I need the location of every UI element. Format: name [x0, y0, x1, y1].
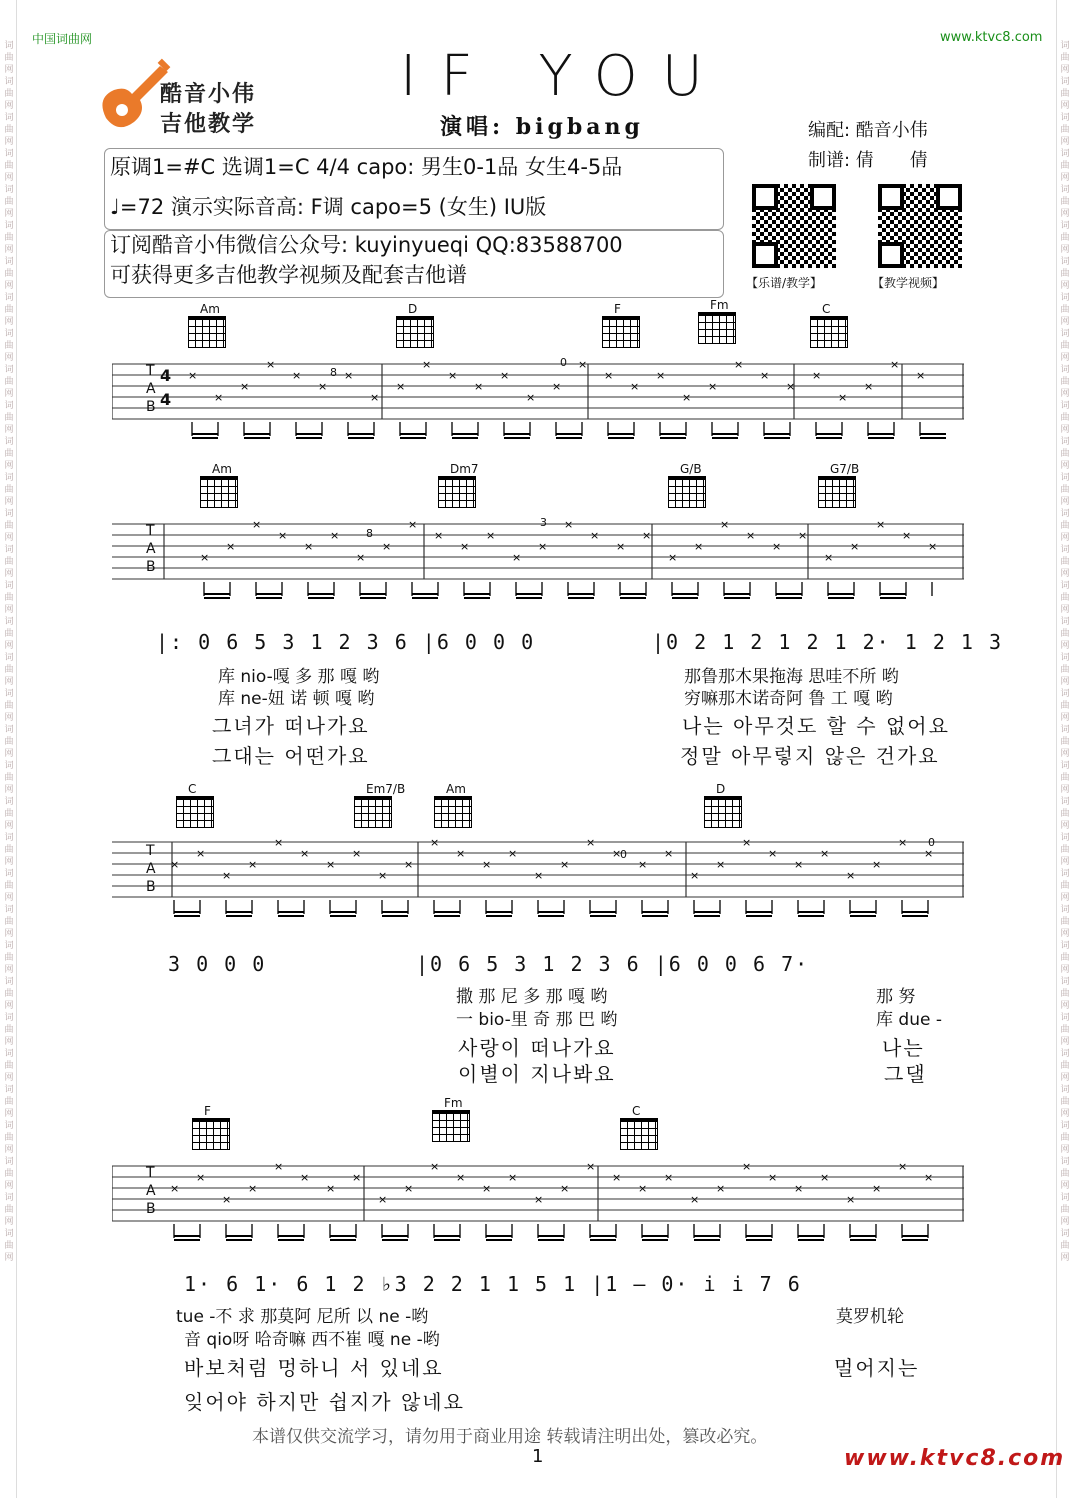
pick-mark: × — [404, 858, 414, 871]
side-watermark-right: 词曲网词曲网词曲网词曲网词曲网词曲网词曲网词曲网词曲网词曲网词曲网词曲网词曲网词曲网词曲网词曲网词曲网词曲网词曲网词曲网词曲网词曲网词曲网词曲网词曲网词曲网词曲网词曲网词曲网词曲网词曲网词曲网词曲网词曲网 — [1060, 41, 1070, 1263]
qr-corner — [752, 242, 778, 268]
tab-fret-number: 0 — [620, 848, 627, 861]
pick-mark: × — [214, 391, 224, 404]
credit-arranger: 编配: 酷音小伟 — [808, 120, 928, 141]
chord-name: F — [204, 1104, 211, 1118]
pick-mark: × — [716, 1182, 726, 1195]
key-info-line2: ♩=72 演示实际音高: F调 capo=5 (女生) IU版 — [110, 195, 547, 219]
pick-mark: × — [408, 520, 418, 531]
pick-mark: × — [344, 369, 354, 382]
tab-fret-number: 8 — [366, 527, 373, 540]
pick-mark: × — [924, 1171, 934, 1184]
pick-mark: × — [768, 1171, 778, 1184]
pick-mark: × — [664, 847, 674, 860]
pick-mark: × — [330, 529, 340, 542]
pick-mark: × — [222, 869, 232, 882]
qr-corner — [878, 242, 904, 268]
time-signature — [160, 364, 171, 412]
qr-code-score[interactable] — [752, 184, 836, 268]
qr-code-video[interactable] — [878, 184, 962, 268]
qr-corner — [878, 184, 904, 210]
chord-grid — [818, 476, 856, 508]
korean-lyric: 이별이 지나봐요 — [458, 1062, 616, 1086]
chord-name: C — [632, 1104, 641, 1118]
qr-corner — [810, 184, 836, 210]
tab-clef — [146, 362, 156, 416]
pick-mark: × — [898, 1162, 908, 1173]
pick-mark: × — [838, 391, 848, 404]
chord-name: D — [716, 782, 726, 796]
chord-grid — [176, 796, 214, 828]
pick-mark: × — [612, 1171, 622, 1184]
chord-name: Am — [446, 782, 466, 796]
chord-name: Am — [200, 302, 220, 316]
tab-fret-number: 0 — [560, 356, 567, 369]
pick-mark: × — [222, 1193, 232, 1206]
pick-mark: × — [326, 1182, 336, 1195]
chord-grid — [668, 476, 706, 508]
pick-mark: × — [690, 869, 700, 882]
tab-clef-a: A — [146, 381, 156, 397]
pick-mark: × — [434, 529, 444, 542]
pick-mark: × — [430, 838, 440, 849]
lyric-line: 音 qio呀 哈奇嘛 西不崔 嘎 ne -哟 — [184, 1330, 440, 1350]
pick-mark: × — [378, 869, 388, 882]
chord-name: Am — [212, 462, 232, 476]
pick-mark: × — [760, 369, 770, 382]
pick-mark: × — [742, 1162, 752, 1173]
subscribe-line2: 可获得更多吉他教学视频及配套吉他谱 — [110, 263, 467, 287]
jianpu-line: |0 2 1 2 1 2 1 2· 1 2 1 3 — [652, 630, 1004, 654]
pick-mark: × — [902, 529, 912, 542]
chord-grid — [432, 1110, 470, 1142]
chord-grid — [200, 476, 238, 508]
pick-mark: × — [474, 380, 484, 393]
pick-mark: × — [924, 847, 934, 860]
pick-mark: × — [240, 380, 250, 393]
site-name[interactable]: 中国词曲网 — [32, 32, 93, 46]
pick-mark: × — [300, 847, 310, 860]
chord-grid — [620, 1118, 658, 1150]
pick-mark: × — [292, 369, 302, 382]
pick-mark: × — [560, 1182, 570, 1195]
pick-mark: × — [486, 529, 496, 542]
pick-mark: × — [552, 380, 562, 393]
korean-lyric: 잊어야 하지만 쉽지가 않네요 — [184, 1390, 465, 1414]
pick-mark: × — [586, 838, 596, 849]
pick-mark: × — [326, 858, 336, 871]
pick-mark: × — [590, 529, 600, 542]
pick-mark: × — [916, 369, 926, 382]
pick-mark: × — [456, 1171, 466, 1184]
tab-clef-b: B — [146, 1201, 156, 1217]
tab-clef — [146, 842, 156, 896]
korean-lyric: 그녀가 떠나가요 — [212, 714, 370, 738]
jianpu-line: |: 0 6 5 3 1 2 3 6 |6 0 0 0 — [156, 630, 536, 654]
chord-grid — [434, 796, 472, 828]
pick-mark: × — [274, 838, 284, 849]
singer: 演唱: bigbang — [440, 114, 644, 140]
logo-text — [160, 80, 256, 140]
tab-clef-a: A — [146, 861, 156, 877]
song-title: IF YOU — [400, 44, 727, 109]
chord-name: Fm — [710, 298, 729, 312]
pick-mark: × — [196, 847, 206, 860]
pick-mark: × — [382, 540, 392, 553]
qr-caption-score: 【乐谱/教学】 — [746, 276, 823, 290]
korean-lyric: 나는 — [882, 1036, 925, 1060]
pick-mark: × — [196, 1171, 206, 1184]
lyric-line: 穷嘛那木诺奇阿 鲁 工 嘎 哟 — [684, 689, 893, 709]
chord-name: F — [614, 302, 621, 316]
pick-mark: × — [304, 540, 314, 553]
tab-clef-t: T — [146, 1165, 155, 1181]
tab-clef-b: B — [146, 399, 156, 415]
pick-mark: × — [794, 1182, 804, 1195]
korean-lyric: 정말 아무렇지 않은 건가요 — [680, 744, 940, 768]
subscribe-line1: 订阅酷音小伟微信公众号: kuyinyueqi QQ:83588700 — [110, 233, 623, 257]
pick-mark: × — [378, 1193, 388, 1206]
credit-score: 制谱: 倩 倩 — [808, 150, 928, 171]
chord-name: Dm7 — [450, 462, 479, 476]
pick-mark: × — [370, 391, 380, 404]
pick-mark: × — [638, 1182, 648, 1195]
qr-caption-video: 【教学视频】 — [872, 276, 945, 290]
pick-mark: × — [720, 520, 730, 531]
pick-mark: × — [746, 529, 756, 542]
tab-clef-t: T — [146, 843, 155, 859]
pick-mark: × — [772, 540, 782, 553]
pick-mark: × — [448, 369, 458, 382]
chord-name: G7/B — [830, 462, 860, 476]
lyric-line: 撒 那 尼 多 那 嘎 哟 — [456, 987, 608, 1007]
time-sig-bottom: 4 — [160, 390, 172, 409]
pick-mark: × — [682, 391, 692, 404]
pick-mark: × — [664, 1171, 674, 1184]
chord-name: Em7/B — [366, 782, 406, 796]
pick-mark: × — [716, 858, 726, 871]
pick-mark: × — [690, 1193, 700, 1206]
side-watermark-left: 词曲网词曲网词曲网词曲网词曲网词曲网词曲网词曲网词曲网词曲网词曲网词曲网词曲网词曲网词曲网词曲网词曲网词曲网词曲网词曲网词曲网词曲网词曲网词曲网词曲网词曲网词曲网词曲网词曲网词曲网词曲网词曲网词曲网词曲网 — [4, 41, 14, 1263]
pick-mark: × — [846, 1193, 856, 1206]
chord-name: C — [822, 302, 831, 316]
pick-mark: × — [422, 360, 432, 371]
jianpu-line: |0 6 5 3 1 2 3 6 |6 0 0 6 7· — [416, 952, 810, 976]
lyric-line: 一 bio-里 奇 那 巴 哟 — [456, 1010, 618, 1030]
pick-mark: × — [430, 1162, 440, 1173]
pick-mark: × — [352, 1171, 362, 1184]
tab-staff-4 — [112, 1162, 964, 1242]
chord-grid — [698, 312, 736, 344]
lyric-line: 库 due - — [876, 1010, 942, 1030]
pick-mark: × — [508, 1171, 518, 1184]
pick-mark: × — [534, 1193, 544, 1206]
pick-mark: × — [694, 540, 704, 553]
pick-mark: × — [500, 369, 510, 382]
chord-grid — [188, 316, 226, 348]
chord-name: D — [408, 302, 418, 316]
chord-name: C — [188, 782, 197, 796]
pick-mark: × — [604, 369, 614, 382]
pick-mark: × — [872, 1182, 882, 1195]
pick-mark: × — [534, 869, 544, 882]
qr-corner — [752, 184, 778, 210]
lyric-line: 那鲁那木果拖海 思哇不所 哟 — [684, 667, 899, 687]
lyric-line: 那 努 — [876, 987, 916, 1007]
tab-clef — [146, 1164, 156, 1218]
korean-lyric: 그대는 어떤가요 — [212, 744, 370, 768]
margin-line-right — [1056, 0, 1057, 1498]
korean-lyric: 나는 아무것도 할 수 없어요 — [682, 714, 950, 738]
pick-mark: × — [300, 1171, 310, 1184]
pick-mark: × — [266, 360, 276, 371]
pick-mark: × — [876, 520, 886, 531]
jianpu-line: 1· 6 1· 6 1 2 ♭3 2 2 1 1 5 1 |1 — 0· i i 7 6 — [184, 1272, 802, 1296]
pick-mark: × — [482, 1182, 492, 1195]
korean-lyric: 멀어지는 — [834, 1356, 920, 1380]
pick-mark: × — [656, 369, 666, 382]
pick-mark: × — [668, 551, 678, 564]
pick-mark: × — [200, 551, 210, 564]
footer-brand[interactable]: www.ktvc8.com — [844, 1446, 1066, 1471]
pick-mark: × — [898, 838, 908, 849]
site-url[interactable]: www.ktvc8.com — [940, 30, 1043, 45]
pick-mark: × — [564, 520, 574, 531]
pick-mark: × — [794, 858, 804, 871]
pick-mark: × — [612, 847, 622, 860]
chord-grid — [438, 476, 476, 508]
pick-mark: × — [226, 540, 236, 553]
pick-mark: × — [642, 529, 652, 542]
pick-mark: × — [248, 1182, 258, 1195]
pick-mark: × — [356, 551, 366, 564]
pick-mark: × — [616, 540, 626, 553]
jianpu-line: 3 0 0 0 — [168, 952, 267, 976]
pick-mark: × — [560, 858, 570, 871]
pick-mark: × — [526, 391, 536, 404]
tab-clef-t: T — [146, 523, 155, 539]
pick-mark: × — [928, 540, 938, 553]
pick-mark: × — [578, 360, 588, 371]
page-number: 1 — [532, 1446, 544, 1467]
pick-mark: × — [170, 1182, 180, 1195]
tab-clef-b: B — [146, 559, 156, 575]
chord-grid — [192, 1118, 230, 1150]
margin-line-left — [16, 0, 17, 1498]
pick-mark: × — [630, 380, 640, 393]
logo-line2: 吉他教学 — [160, 112, 257, 137]
chord-grid — [354, 796, 392, 828]
tab-clef-t: T — [146, 363, 155, 379]
footer-notice: 本谱仅供交流学习，请勿用于商业用途 转载请注明出处，篡改必究。 — [252, 1427, 768, 1447]
tab-clef-a: A — [146, 1183, 156, 1199]
lyric-line: 库 nio-嘎 多 那 嘎 哟 — [218, 667, 380, 687]
korean-lyric: 그댈 — [884, 1062, 927, 1086]
pick-mark: × — [508, 847, 518, 860]
pick-mark: × — [786, 380, 796, 393]
chord-name: Fm — [444, 1096, 463, 1110]
logo-line1: 酷音小伟 — [160, 82, 257, 107]
pick-mark: × — [538, 540, 548, 553]
pick-mark: × — [318, 380, 328, 393]
pick-mark: × — [864, 380, 874, 393]
pick-mark: × — [638, 858, 648, 871]
pick-mark: × — [742, 838, 752, 849]
key-info-line1: 原调1=#C 选调1=C 4/4 capo: 男生0-1品 女生4-5品 — [110, 155, 623, 179]
pick-mark: × — [586, 1162, 596, 1173]
korean-lyric: 바보처럼 멍하니 서 있네요 — [184, 1356, 444, 1380]
pick-mark: × — [850, 540, 860, 553]
korean-lyric: 사랑이 떠나가요 — [458, 1036, 616, 1060]
tab-staff-2 — [112, 520, 964, 600]
tab-clef-a: A — [146, 541, 156, 557]
lyric-line: 莫罗机轮 — [836, 1307, 904, 1327]
pick-mark: × — [890, 360, 900, 371]
chord-grid — [396, 316, 434, 348]
chord-grid — [602, 316, 640, 348]
pick-mark: × — [252, 520, 262, 531]
pick-mark: × — [798, 529, 808, 542]
tab-clef-b: B — [146, 879, 156, 895]
tab-clef — [146, 522, 156, 576]
pick-mark: × — [768, 847, 778, 860]
tab-staff-1 — [112, 360, 964, 440]
pick-mark: × — [482, 858, 492, 871]
pick-mark: × — [404, 1182, 414, 1195]
pick-mark: × — [278, 529, 288, 542]
pick-mark: × — [456, 847, 466, 860]
lyric-line: tue -不 求 那莫阿 尼所 以 ne -哟 — [176, 1307, 429, 1327]
time-sig-top: 4 — [160, 366, 172, 385]
chord-grid — [704, 796, 742, 828]
pick-mark: × — [734, 360, 744, 371]
pick-mark: × — [460, 540, 470, 553]
chord-name: G/B — [680, 462, 702, 476]
pick-mark: × — [396, 380, 406, 393]
pick-mark: × — [170, 858, 180, 871]
pick-mark: × — [352, 847, 362, 860]
chord-grid — [810, 316, 848, 348]
pick-mark: × — [274, 1162, 284, 1173]
pick-mark: × — [820, 847, 830, 860]
pick-mark: × — [188, 369, 198, 382]
tab-fret-number: 0 — [928, 836, 935, 849]
pick-mark: × — [820, 1171, 830, 1184]
pick-mark: × — [248, 858, 258, 871]
pick-mark: × — [872, 858, 882, 871]
qr-corner — [936, 184, 962, 210]
pick-mark: × — [512, 551, 522, 564]
tab-staff-3 — [112, 838, 964, 918]
tab-fret-number: 8 — [330, 366, 337, 379]
lyric-line: 库 ne-妞 诺 顿 嘎 哟 — [218, 689, 375, 709]
pick-mark: × — [846, 869, 856, 882]
pick-mark: × — [824, 551, 834, 564]
pick-mark: × — [812, 369, 822, 382]
tab-fret-number: 3 — [540, 516, 547, 529]
pick-mark: × — [708, 380, 718, 393]
